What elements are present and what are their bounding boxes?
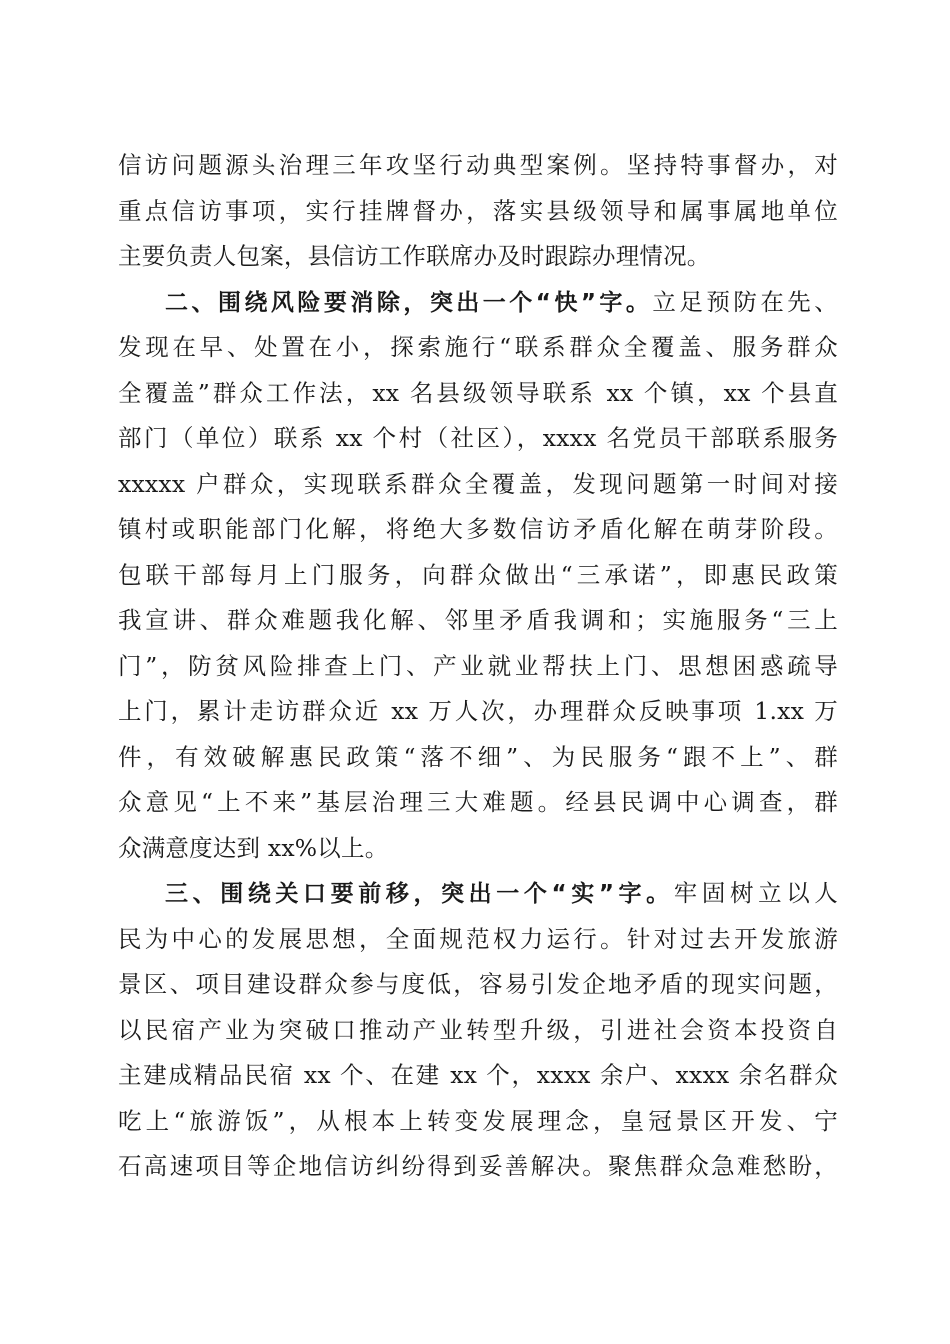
paragraph-3	[118, 871, 838, 1190]
text-line: 信访问题源头治理三年攻坚行动典型案例。坚持特事督办，对	[118, 151, 838, 179]
paragraph-2	[118, 280, 838, 872]
text-line: 主要负责人包案，县信访工作联席办及时跟踪办理情况。	[118, 242, 711, 270]
text-line: 重点信访事项，实行挂牌督办，落实县级领导和属事属地单位	[118, 196, 838, 225]
document-body	[118, 143, 838, 1190]
paragraph-2-first-line	[118, 280, 838, 326]
text-line: 部门（单位）联系 xx 个村（社区），xxxx 名党员干部联系服务	[118, 424, 838, 452]
section-heading-2: 二、围绕风险要消除，突出一个“快”字。	[165, 289, 653, 316]
text-line: 包联干部每月上门服务，向群众做出“三承诺”，即惠民政策	[118, 560, 838, 589]
text-line: 吃上“旅游饭”，从根本上转变发展理念，皇冠景区开发、宁	[118, 1106, 838, 1135]
section-heading-3: 三、围绕关口要前移，突出一个“实”字。	[165, 881, 674, 907]
text-line: 民为中心的发展思想，全面规范权力运行。针对过去开发旅游	[118, 924, 838, 953]
text-line: 全覆盖”群众工作法，xx 名县级领导联系 xx 个镇，xx 个县直	[118, 378, 838, 407]
paragraph-1	[118, 143, 838, 280]
text-line: 石高速项目等企地信访纠纷得到妥善解决。聚焦群众急难愁盼，	[118, 1152, 838, 1180]
text-line: 上门，累计走访群众近 xx 万人次，办理群众反映事项 1.xx 万	[118, 697, 838, 725]
text-line: 以民宿产业为突破口推动产业转型升级，引进社会资本投资自	[118, 1015, 838, 1044]
text-line: 景区、项目建设群众参与度低，容易引发企地矛盾的现实问题，	[118, 970, 838, 998]
text-line: 我宣讲、群众难题我化解、邻里矛盾我调和；实施服务“三上	[118, 606, 838, 634]
text-line: 众满意度达到 xx%以上。	[118, 833, 389, 862]
text-line: xxxxx 户群众，实现联系群众全覆盖，发现问题第一时间对接	[118, 469, 838, 498]
paragraph-3-first-line	[118, 871, 838, 917]
text-line: 众意见“上不来”基层治理三大难题。经县民调中心调查，群	[118, 788, 838, 816]
text-run: 牢固树立以人	[673, 879, 838, 907]
text-line: 镇村或职能部门化解，将绝大多数信访矛盾化解在萌芽阶段。	[118, 515, 838, 543]
text-line: 主建成精品民宿 xx 个、在建 xx 个，xxxx 余户、xxxx 余名群众	[118, 1061, 838, 1089]
text-line: 门”，防贫风险排查上门、产业就业帮扶上门、思想困惑疏导	[118, 651, 838, 680]
text-line: 发现在早、处置在小，探索施行“联系群众全覆盖、服务群众	[118, 333, 838, 361]
text-line: 件，有效破解惠民政策“落不细”、为民服务“跟不上”、群	[118, 742, 838, 771]
text-run: 立足预防在先、	[652, 287, 838, 316]
